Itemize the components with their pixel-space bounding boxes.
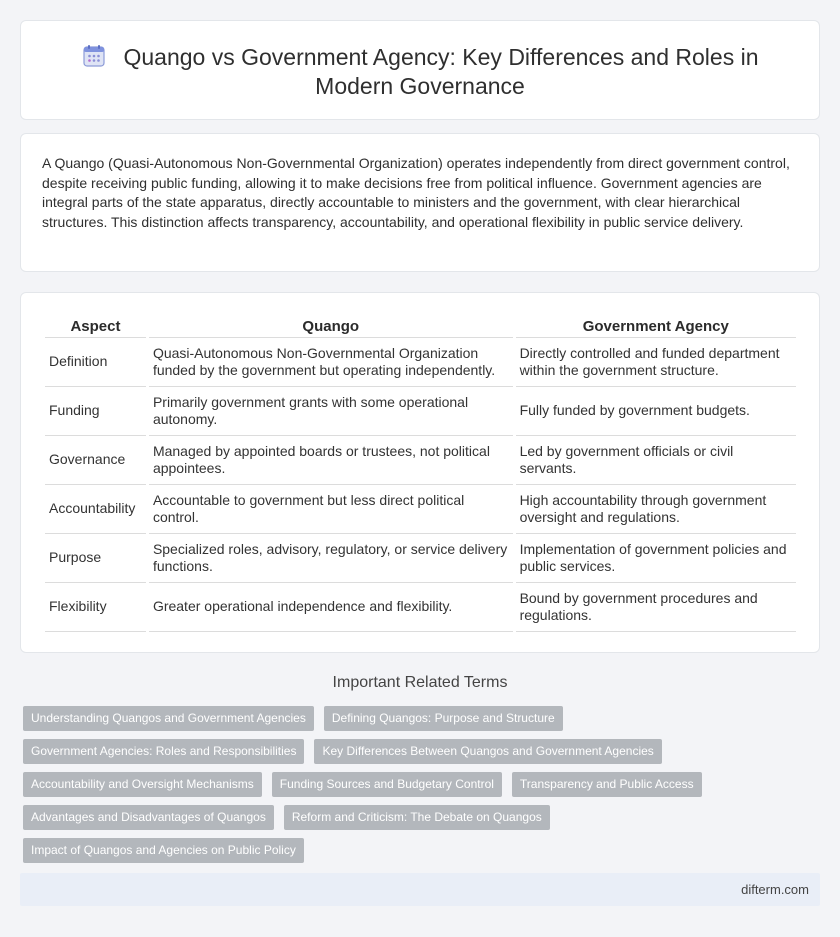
related-term-link[interactable]: Accountability and Oversight Mechanisms [23, 772, 262, 797]
agency-cell: Bound by government procedures and regulations. [516, 583, 796, 632]
agency-cell: Fully funded by government budgets. [516, 387, 796, 436]
quango-cell: Accountable to government but less direct political control. [149, 485, 513, 534]
related-term-link[interactable]: Funding Sources and Budgetary Control [272, 772, 502, 797]
related-term-link[interactable]: Government Agencies: Roles and Responsibilities [23, 739, 304, 764]
quango-cell: Primarily government grants with some operational autonomy. [149, 387, 513, 436]
aspect-cell: Accountability [45, 485, 146, 534]
aspect-cell: Funding [45, 387, 146, 436]
aspect-cell: Flexibility [45, 583, 146, 632]
related-term-link[interactable]: Key Differences Between Quangos and Government Agencies [314, 739, 661, 764]
intro-paragraph: A Quango (Quasi-Autonomous Non-Governmental Organization) operates independently from direct government control, despite receiving public funding, allowing it to make decisions free from political influence. Government agencies are integral parts of the state apparatus, directly accountable to ministers and the government, with clear hierarchical structures. This distinction affects transparency, accountability, and operational flexibility in public service delivery. [42, 155, 790, 230]
comparison-table [42, 314, 799, 632]
related-term-link[interactable]: Defining Quangos: Purpose and Structure [324, 706, 563, 731]
header-aspect: Aspect [45, 314, 146, 338]
calendar-icon [82, 44, 106, 68]
header-quango: Quango [149, 314, 513, 338]
table-row [45, 338, 796, 387]
table-row [45, 583, 796, 632]
comparison-card [20, 292, 820, 653]
related-term-link[interactable]: Understanding Quangos and Government Agencies [23, 706, 314, 731]
table-row [45, 534, 796, 583]
table-row [45, 387, 796, 436]
related-terms-list [23, 706, 813, 863]
aspect-cell: Purpose [45, 534, 146, 583]
footer-site-link[interactable]: difterm.com [741, 882, 809, 897]
header-card [20, 20, 820, 120]
table-row [45, 436, 796, 485]
agency-cell: Implementation of government policies and public services. [516, 534, 796, 583]
table-header-row [45, 314, 796, 338]
aspect-cell: Definition [45, 338, 146, 387]
agency-cell: Directly controlled and funded department within the government structure. [516, 338, 796, 387]
agency-cell: High accountability through government oversight and regulations. [516, 485, 796, 534]
related-term-link[interactable]: Reform and Criticism: The Debate on Quangos [284, 805, 550, 830]
footer-bar [20, 873, 820, 906]
quango-cell: Quasi-Autonomous Non-Governmental Organization funded by the government but operating independently. [149, 338, 513, 387]
quango-cell: Greater operational independence and flexibility. [149, 583, 513, 632]
quango-cell: Specialized roles, advisory, regulatory, or service delivery functions. [149, 534, 513, 583]
table-row [45, 485, 796, 534]
page-title [61, 43, 779, 101]
intro-card [20, 133, 820, 272]
related-terms-heading: Important Related Terms [332, 674, 508, 691]
quango-cell: Managed by appointed boards or trustees, not political appointees. [149, 436, 513, 485]
header-government-agency: Government Agency [516, 314, 796, 338]
related-term-link[interactable]: Transparency and Public Access [512, 772, 702, 797]
related-term-link[interactable]: Impact of Quangos and Agencies on Public Policy [23, 838, 304, 863]
page-title-text: Quango vs Government Agency: Key Differences and Roles in Modern Governance [123, 44, 759, 99]
agency-cell: Led by government officials or civil servants. [516, 436, 796, 485]
related-term-link[interactable]: Advantages and Disadvantages of Quangos [23, 805, 274, 830]
aspect-cell: Governance [45, 436, 146, 485]
